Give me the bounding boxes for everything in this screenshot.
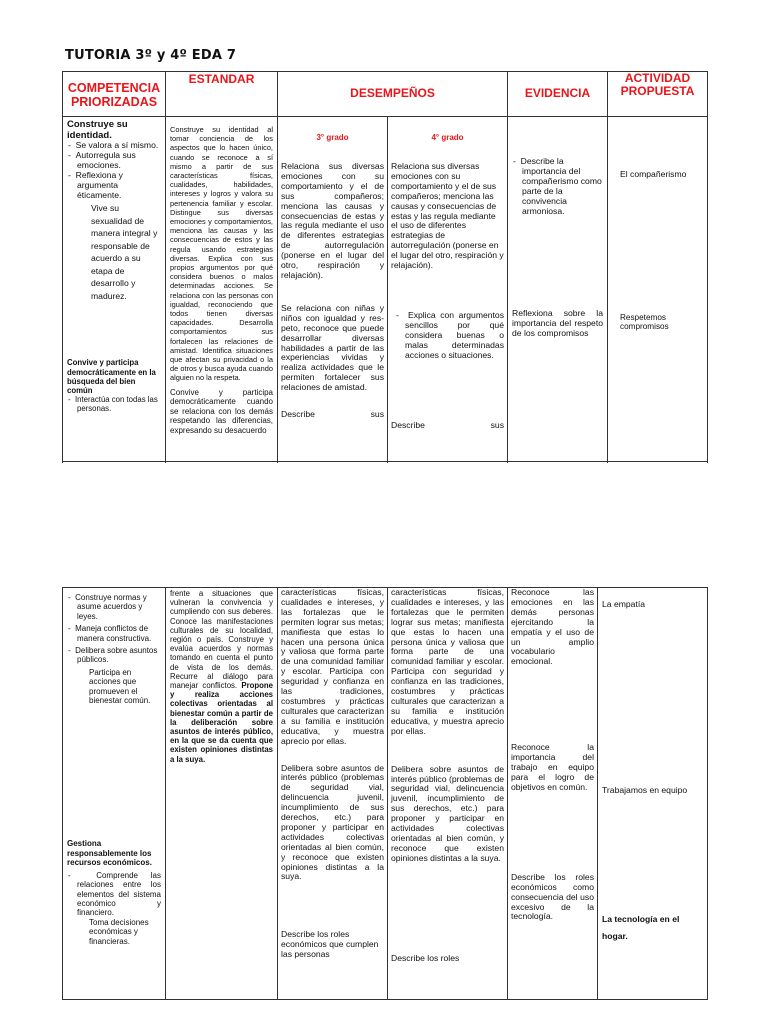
competencia-title: Gestiona responsablemente los recursos económicos. [67, 839, 152, 868]
desempeno-4-cell [388, 588, 508, 1000]
page-title: TUTORIA 3º y 4º EDA 7 [65, 48, 237, 63]
desempeno-paragraph: Describe los roles económicos que cumplen las personas [281, 929, 379, 960]
list-item: - Maneja conflictos de manera constructiva. [68, 624, 152, 643]
header-actividad: ACTIVIDAD PROPUESTA [608, 72, 708, 117]
estandar-paragraph: frente a situaciones que vulneran la convivencia y cumpliendo con sus deberes. Conoce las manifestaciones culturales de su localidad, región o país. Construye y evalúa acuerdos y normas tomando en cuenta el punto de vista de los demás. Recurre al diálogo para manejar conflictos. [170, 589, 273, 691]
desempeno-paragraph: Relaciona sus diversas emociones con su comportamiento y el de sus compañeros; menciona las causas y consecuencias de estas y las regula mediante el uso de diferentes estrategias de autorregulación (ponerse en el lugar del otro, respiración y relajación). [391, 161, 504, 271]
actividad-item: La empatía [602, 599, 645, 609]
competencia-paragraph: Vive su sexualidad de manera integral y responsable de acuerdo a su etapa de desarrollo y madurez. [91, 203, 158, 301]
header-estandar: ESTANDAR [166, 72, 278, 117]
actividad-item: El compañerismo [620, 169, 687, 179]
list-item: - Se valora a sí mismo. [68, 140, 159, 150]
competencia-cell [63, 588, 166, 1000]
desempeno-paragraph: características físicas, cualidades e intereses, y las fortalezas que le permiten lograr sus metas; manifiesta que estas lo hacen una persona única y valiosa que forma parte de una comunidad familiar y escolar. Participa con seguridad y confianza en las tradiciones, costumbres y prácticas culturales que caracterizan a su familia e institución educativa, y muestra aprecio por ellas. [391, 587, 504, 736]
competencia-title-2: Convive y participa democráticamente en la búsqueda del bien común [67, 358, 156, 396]
grade-4-label: 4° grado [431, 133, 464, 142]
estandar-paragraph: Convive y participa democráticamente cuando se relaciona con los demás respetando las diferencias, expresando su desacuerdo [170, 387, 273, 436]
list-item: - Explica con argumentos sencillos por qué considera buenas o malas determinadas acciones o situaciones. [396, 309, 505, 360]
evidencia-paragraph: Describe los roles económicos como consecuencia del uso excesivo de la tecnología. [511, 871, 594, 922]
list-item: - Interactúa con todas las personas. [68, 395, 158, 414]
list-item: - Construye normas y asume acuerdos y leyes. [68, 593, 147, 621]
desempeno-paragraph: Se relaciona con niñas y niños con igualdad y res-peto, reconoce que puede desarrollar diversas habilidades a partir de las experiencias vividas y realiza actividades que le permiten fortalecer sus relaciones de amistad. [281, 302, 384, 393]
evidencia-paragraph: Reconoce la importancia del trabajo en equipo para el logro de objetivos en común. [511, 742, 594, 792]
list-item: - Describe la importancia del compañerismo como parte de la convivencia armoniosa. [513, 156, 602, 216]
desempeno-paragraph: características físicas, cualidades e intereses, y las fortalezas que le permiten lograr sus metas; manifiesta que estas lo hacen una persona única y valiosa que forma parte de una comunidad familiar y escolar. Participa con seguridad y confianza en las tradiciones, costumbres y prácticas culturales que caracterizan a su familia e institución educativa, y muestra aprecio por ellas. [281, 587, 384, 746]
desempeno-paragraph: Relaciona sus diversas emociones con su comportamiento y el de sus compañeros; menciona las causas y consecuencias de estas y las regula mediante el uso de diferentes estrategias de autorregulación (ponerse en el lugar del otro, respiración y relajación). [281, 161, 384, 280]
desempeno-4-cell [388, 117, 508, 462]
list-item: - Delibera sobre asuntos públicos. [68, 646, 158, 665]
evidencia-cell [508, 117, 608, 462]
desempeno-paragraph: Describe sus [281, 409, 384, 420]
evidencia-cell [508, 588, 598, 1000]
evidencia-paragraph: Reconoce las emociones en las demás personas ejercitando la empatía y el uso de un amplio vocabulario emocional. [511, 587, 594, 667]
curriculum-table-1 [62, 71, 708, 462]
desempeno-paragraph: Delibera sobre asuntos de interés público (problemas de seguridad vial, delincuencia juvenil, incumplimiento de sus derechos, etc.) para proponer y participar en actividades colectivas orientadas al bien común, y reconoce que existen opiniones distintas a la suya. [281, 762, 384, 882]
competencia-title: Construye su identidad. [67, 119, 128, 141]
competencia-cell [63, 117, 166, 462]
header-competencia: COMPETENCIA PRIORIZADAS [63, 72, 166, 117]
header-evidencia: EVIDENCIA [508, 72, 608, 117]
desempeno-paragraph: Describe los roles [391, 952, 460, 963]
estandar-paragraph-bold: Propone y realiza acciones colectivas orientadas al bienestar común a partir de la deliberación sobre asuntos de interés público, en la que se da cuenta que existen opiniones distintas a la suya. [170, 681, 273, 764]
desempeno-3-cell [278, 588, 388, 1000]
actividad-item: Trabajamos en equipo [602, 784, 688, 795]
grade-3-label: 3° grado [316, 133, 349, 142]
desempeno-paragraph: Delibera sobre asuntos de interés público (problemas de seguridad vial, delincuencia juvenil, incumplimiento de sus derechos, etc.) para proponer y participar en actividades colectivas orientadas al bien común, y reconoce que existen opiniones distintas a la suya. [391, 763, 504, 863]
desempeno-3-cell [278, 117, 388, 462]
competencia-paragraph: Participa en acciones que promueven el bienestar común. [89, 667, 151, 706]
curriculum-table-2 [62, 587, 708, 1000]
desempeno-paragraph: Describe sus [391, 419, 504, 430]
estandar-cell [166, 117, 278, 462]
actividad-cell [598, 588, 708, 1000]
competencia-paragraph: Toma decisiones económicas y financieras. [89, 917, 149, 946]
actividad-item: Respetemos compromisos [620, 312, 669, 332]
estandar-paragraph: Construye su identidad al tomar conciencia de los aspectos que lo hacen único, cuando se reconoce a sí mismo a partir de sus características físicas, cualidades, habilidades, intereses y logros y valora su pertenencia familiar y escolar. Distingue sus diversas emociones y comportamientos, menciona las causas y las consecuencias de estos y las regula usando estrategias diversas. Explica con sus propios argumentos por qué considera buenos o malos determinadas acciones. Se relaciona con las personas con igualdad, reconociendo que todos tienen diversas capacidades. Desarrolla comportamientos sus fortalecen las relaciones de amistad. Identifica situaciones que afectan su privacidad o la de otros y busca ayuda cuando alguien no la respeta. [170, 125, 273, 383]
actividad-item: La tecnología en el hogar. [602, 913, 680, 941]
header-desempenos: DESEMPEÑOS [278, 72, 508, 117]
list-item: - Comprende las relaciones entre los elementos del sistema económico y financiero. [68, 870, 161, 918]
list-item: - Reflexiona y argumenta éticamente. [68, 169, 123, 200]
evidencia-paragraph: Reflexiona sobre la importancia del respeto de los compromisos [512, 308, 603, 339]
actividad-cell [608, 117, 708, 462]
estandar-cell [166, 588, 278, 1000]
list-item: - Autorregula sus emociones. [68, 149, 136, 170]
